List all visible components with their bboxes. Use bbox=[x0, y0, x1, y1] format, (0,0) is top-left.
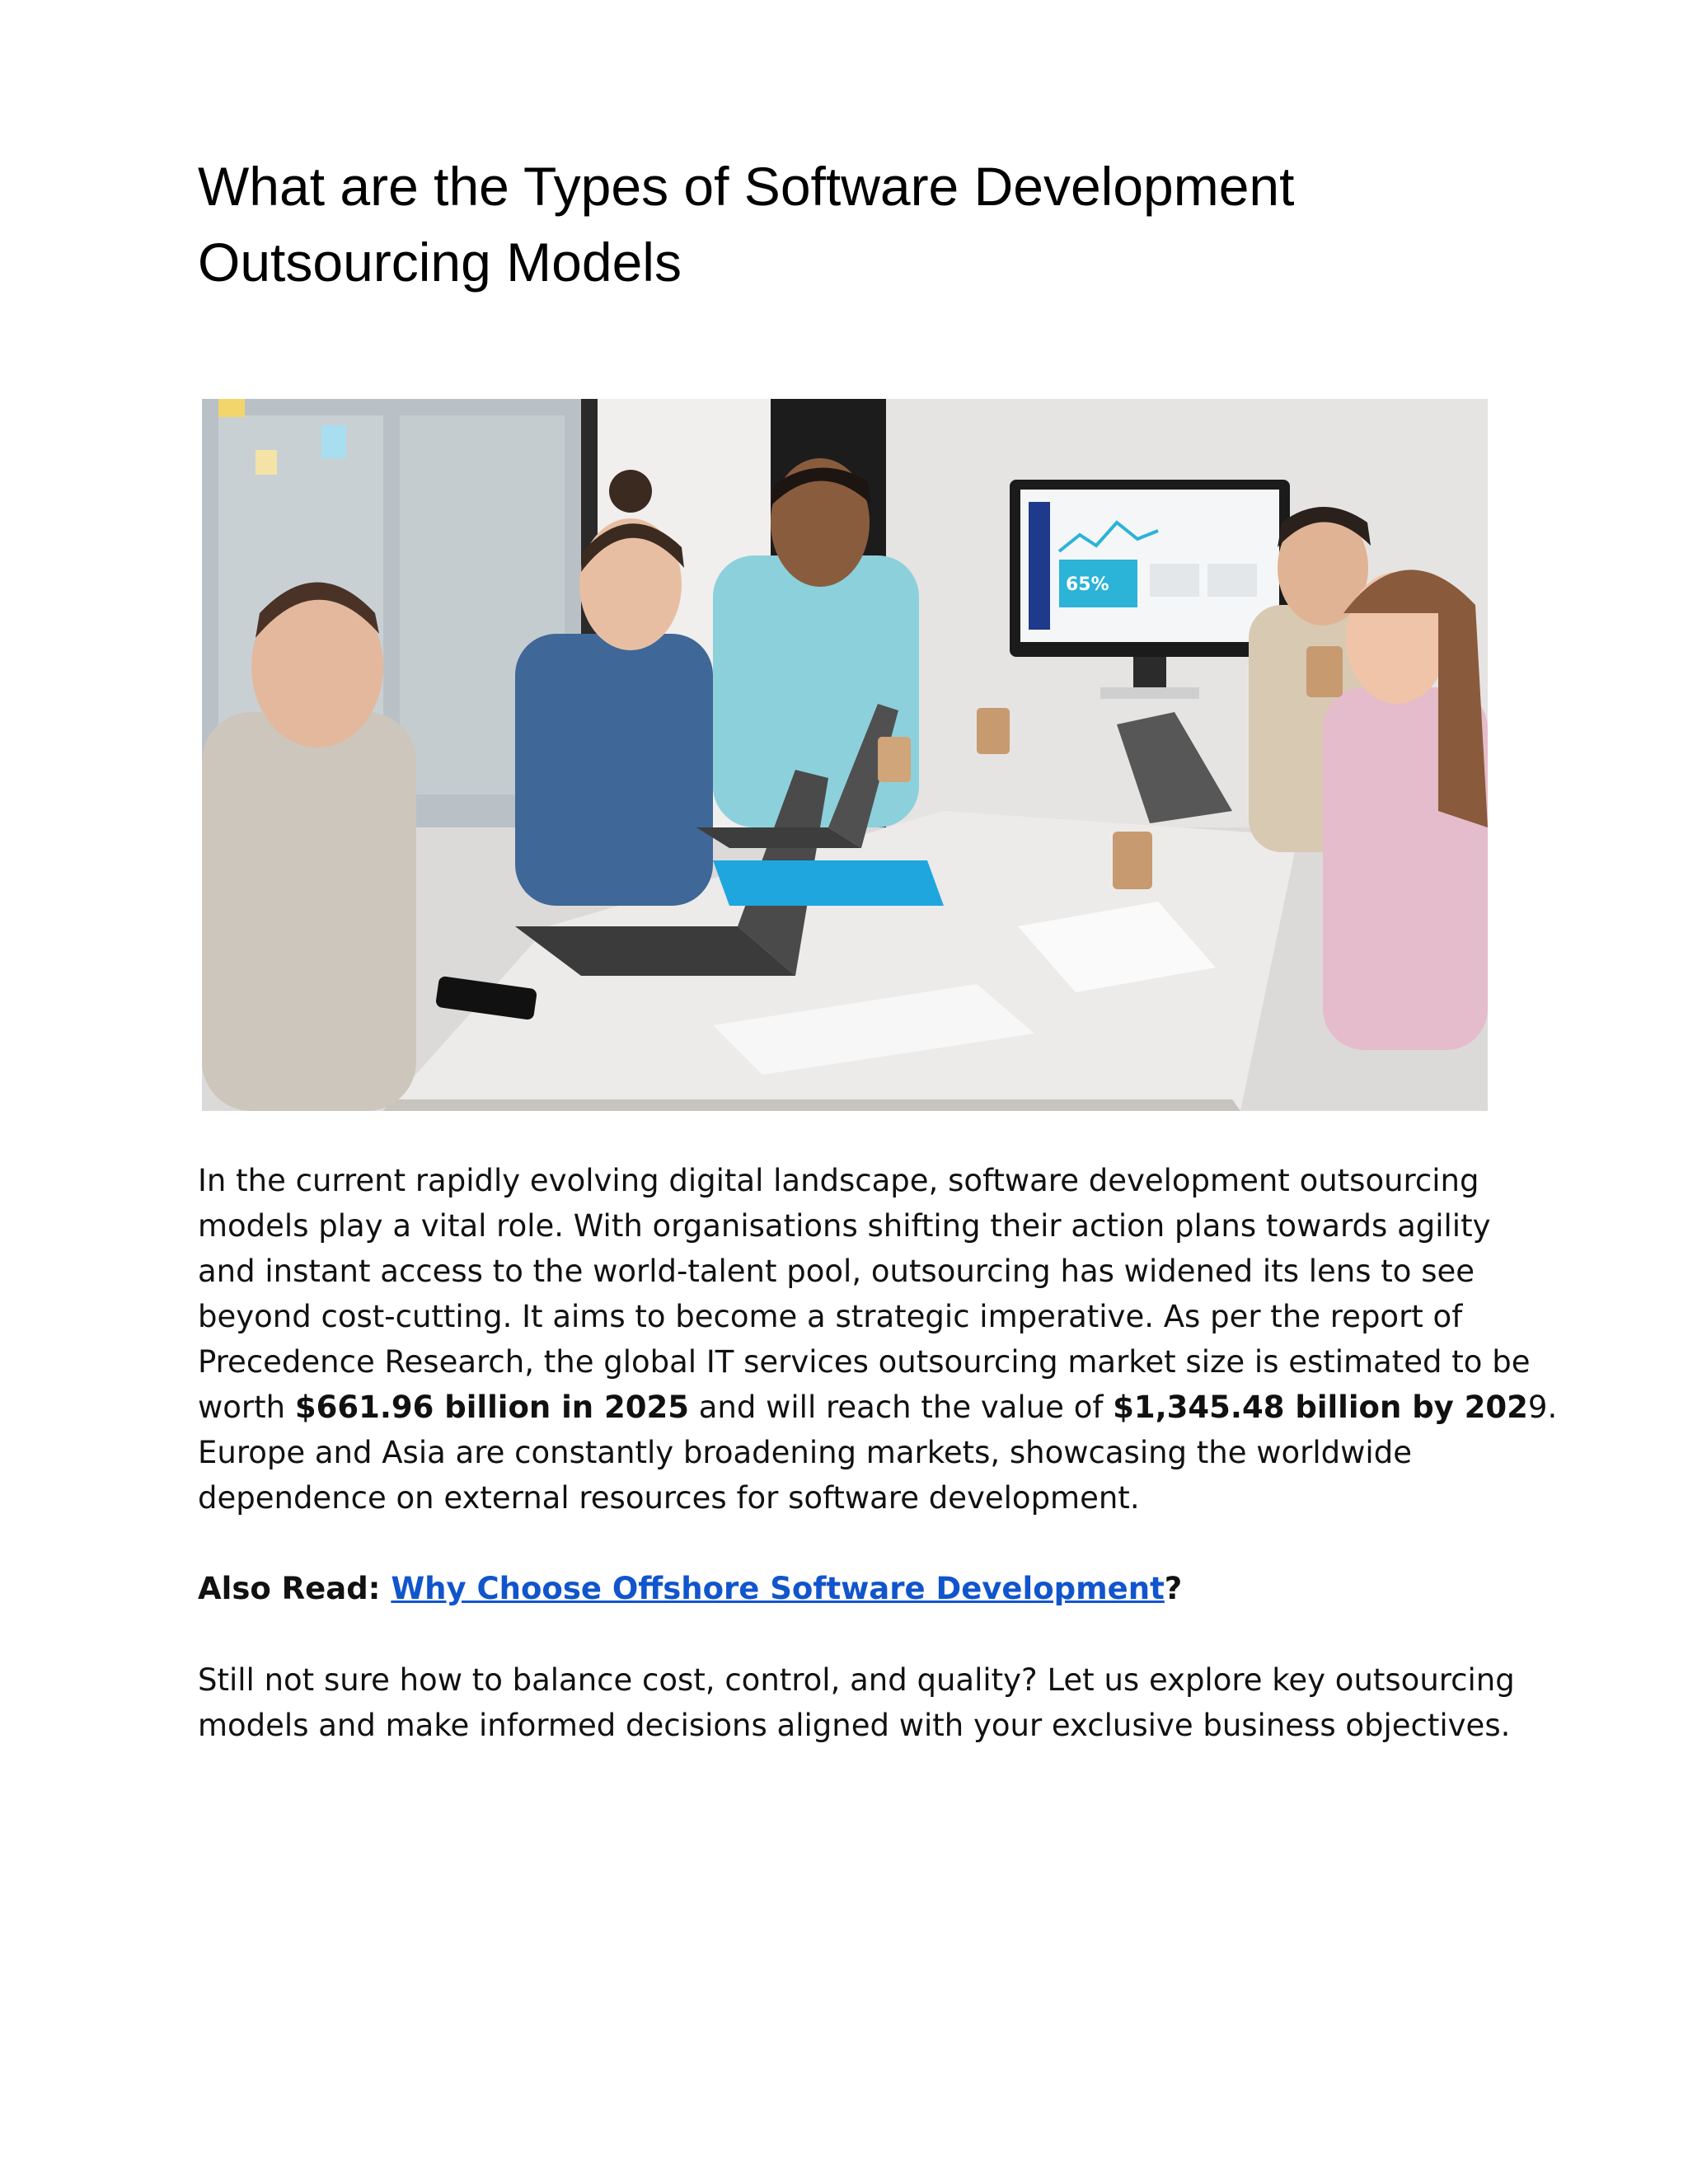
market-size-2025: $661.96 billion in 2025 bbox=[294, 1390, 689, 1425]
document-page bbox=[198, 0, 1558, 2184]
text-run: and will reach the value of bbox=[689, 1390, 1114, 1425]
market-size-2029: $1,345.48 billion by 202 bbox=[1113, 1390, 1528, 1425]
closing-paragraph bbox=[198, 1657, 1515, 1748]
paragraph-line: models and make informed decisions aligned with your exclusive business objectives. bbox=[198, 1708, 1511, 1743]
title-line: Outsourcing Models bbox=[198, 232, 682, 293]
paragraph-line: Still not sure how to balance cost, control, and quality? Let us explore key outsourcing bbox=[198, 1662, 1515, 1698]
monitor-screen-text: 65% bbox=[1066, 574, 1109, 595]
team-meeting-illustration bbox=[202, 399, 1488, 1111]
paragraph-line bbox=[198, 1385, 1558, 1430]
paragraph-line: In the current rapidly evolving digital landscape, software development outsourcing bbox=[198, 1163, 1479, 1198]
paragraph-line: beyond cost-cutting. It aims to become a strategic imperative. As per the report of bbox=[198, 1299, 1463, 1334]
text-run: worth bbox=[198, 1390, 295, 1425]
paragraph-line: Europe and Asia are constantly broadening markets, showcasing the worldwide bbox=[198, 1435, 1412, 1470]
paragraph-line: Precedence Research, the global IT services outsourcing market size is estimated to be bbox=[198, 1344, 1531, 1380]
page-title bbox=[198, 148, 1484, 300]
paragraph-line: models play a vital role. With organisations shifting their action plans towards agility bbox=[198, 1208, 1491, 1244]
paragraph-line: and instant access to the world-talent pool, outsourcing has widened its lens to see bbox=[198, 1254, 1475, 1289]
text-run: 9. bbox=[1527, 1390, 1558, 1425]
also-read-label: Also Read: bbox=[198, 1571, 392, 1606]
hero-image bbox=[202, 399, 1488, 1111]
offshore-development-link[interactable]: Why Choose Offshore Software Development bbox=[391, 1571, 1165, 1606]
title-line: What are the Types of Software Development bbox=[198, 156, 1295, 217]
paragraph-line: dependence on external resources for software development. bbox=[198, 1480, 1140, 1516]
also-read-line bbox=[198, 1566, 1492, 1611]
also-read-suffix: ? bbox=[1164, 1571, 1183, 1606]
intro-paragraph bbox=[198, 1158, 1558, 1521]
